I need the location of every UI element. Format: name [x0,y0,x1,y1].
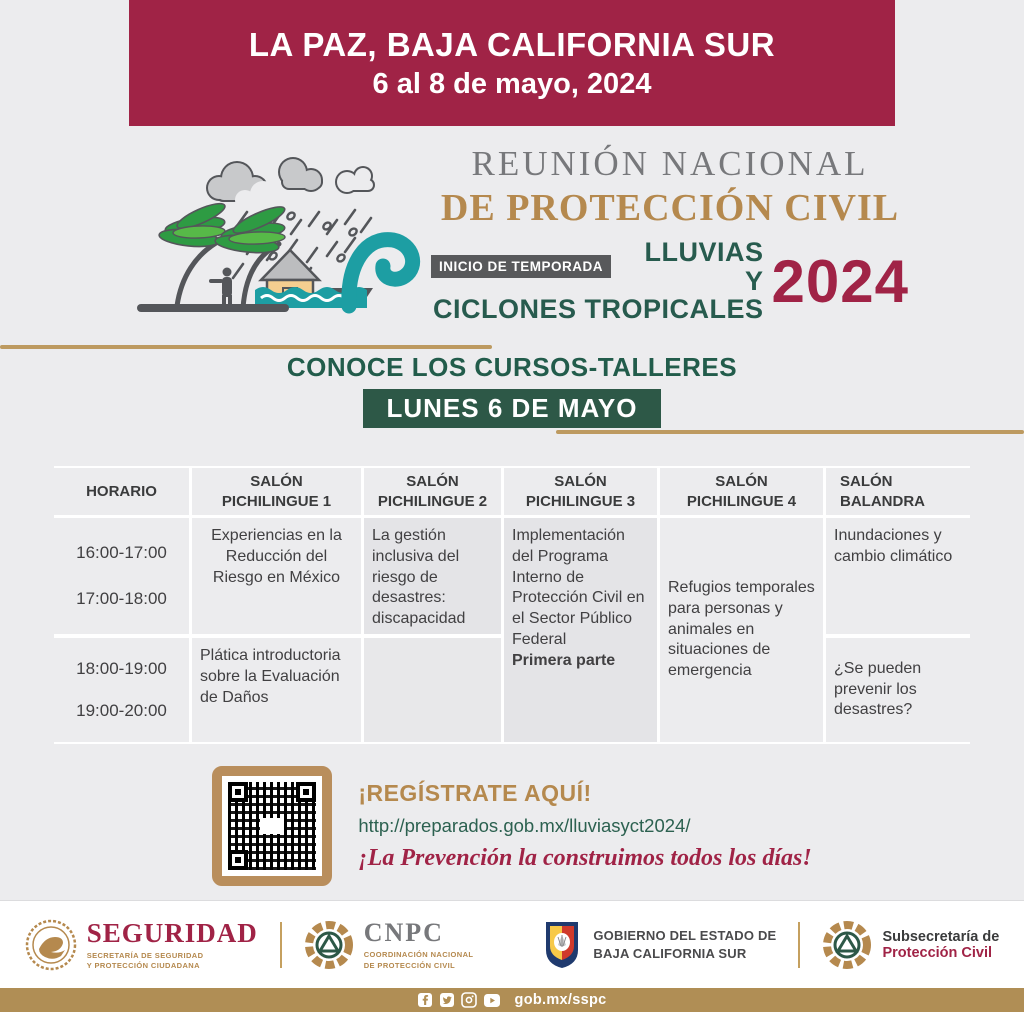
course-cell-p2-block2-empty [364,638,504,742]
register-section [0,766,1024,886]
social-bar [0,988,1024,1012]
gob-mx-link[interactable]: gob.mx/sspc [514,992,607,1008]
youtube-icon[interactable] [484,994,500,1007]
cnpc-wordmark: CNPC [363,918,444,947]
bcs-government-logo: GOBIERNO DEL ESTADO DE BAJA CALIFORNIA SUR [541,918,776,972]
bcs-shield-icon [541,918,583,972]
subsecretaria-logo: Subsecretaría de Protección Civil [822,920,999,970]
register-title: ¡REGÍSTRATE AQUÍ! [358,780,592,806]
col-header-pichilingue-2: SALÓN PICHILINGUE 2 [364,468,504,518]
hero-section [0,144,1024,324]
course-cell-balandra-block2: ¿Se pueden prevenir los desastres? [834,659,922,719]
ground-icon [137,304,289,312]
qr-code[interactable] [212,766,332,886]
event-subtitle-row [431,238,909,323]
divider-line-right [556,430,1024,434]
eagle-seal-icon [25,919,77,971]
subtitle-line2: CICLONES TROPICALES [432,294,764,325]
time-slot: 19:00-20:00 [76,700,167,720]
footer-divider [280,922,282,968]
footer-logos [0,900,1024,988]
subtitle-line1: LLUVIAS Y [644,237,764,296]
twitter-icon[interactable] [440,993,454,1007]
civil-protection-emblem-icon [822,920,872,970]
time-slot: 18:00-19:00 [76,658,167,678]
event-title-block [431,144,909,323]
clouds-icon [206,157,375,210]
col-header-horario: HORARIO [54,468,192,518]
storm-illustration [115,146,417,322]
facebook-icon[interactable] [418,993,432,1007]
time-slot: 17:00-18:00 [76,588,167,608]
col-header-balandra: SALÓN BALANDRA [826,468,970,518]
event-dates: 6 al 8 de mayo, 2024 [372,67,652,100]
course-cell-p4-span: Refugios temporales para personas y animales en situaciones de emergencia [660,518,826,742]
event-title-line2: DE PROTECCIÓN CIVIL [440,187,900,230]
course-cell-p1-block1: Experiencias en la Reducción del Riesgo en México [192,518,364,638]
time-slot: 16:00-17:00 [76,542,167,562]
course-part-label: Primera parte [512,651,616,669]
course-cell-p2-block1: La gestión inclusiva del riesgo de desastres: discapacidad [364,518,504,638]
col-header-pichilingue-1: SALÓN PICHILINGUE 1 [192,468,364,518]
col-header-pichilingue-3: SALÓN PICHILINGUE 3 [504,468,660,518]
person-icon [209,268,232,308]
event-year: 2024 [771,247,909,315]
course-cell-balandra-block1: Inundaciones y cambio climático [826,518,970,638]
season-badge: INICIO DE TEMPORADA [431,255,611,278]
seguridad-wordmark: SEGURIDAD [86,917,258,948]
day-banner: LUNES 6 DE MAYO [363,389,662,428]
civil-protection-emblem-icon [304,920,354,970]
col-header-pichilingue-4: SALÓN PICHILINGUE 4 [660,468,826,518]
location-banner [129,0,895,126]
footer-divider [798,922,800,968]
instagram-icon[interactable] [462,993,476,1007]
prevention-slogan: ¡La Prevención la construimos todos los días! [358,845,812,871]
divider-line-left [0,345,492,349]
event-title-line1: REUNIÓN NACIONAL [471,144,869,184]
course-cell-p3-span: Implementación del Programa Interno de Protección Civil en el Sector Público Federal Primera parte [504,518,660,742]
section-heading: CONOCE LOS CURSOS-TALLERES [286,352,738,382]
register-url-link[interactable]: http://preparados.gob.mx/lluviasyct2024/ [358,815,691,836]
cnpc-logo: CNPC COORDINACIÓN NACIONAL DE PROTECCIÓN CIVIL [304,918,474,971]
time-cell-block2 [54,638,192,742]
seguridad-logo: SEGURIDAD SECRETARÍA DE SEGURIDAD Y PROTECCIÓN CIUDADANA [25,918,258,972]
location-title: LA PAZ, BAJA CALIFORNIA SUR [248,25,776,63]
schedule-table [54,466,970,744]
course-cell-p1-block2: Plática introductoria sobre la Evaluación de Daños [192,638,364,742]
time-cell-block1 [54,518,192,638]
